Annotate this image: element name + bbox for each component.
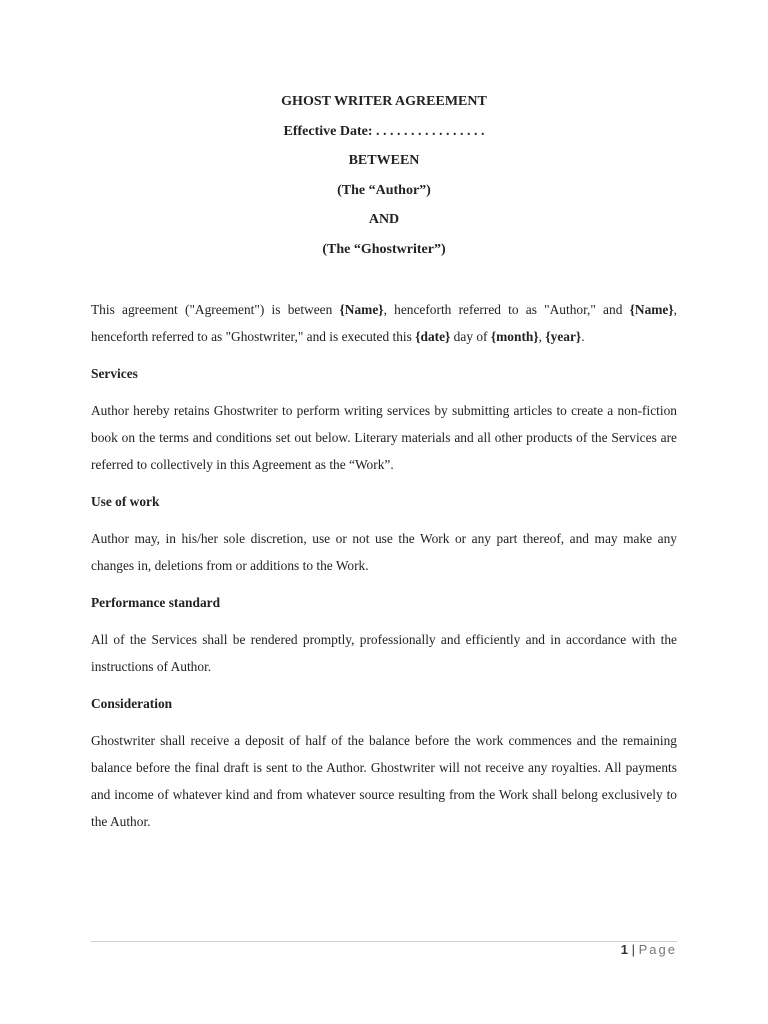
document-header xyxy=(0,90,768,268)
ghostwriter-name-placeholder: {Name} xyxy=(629,302,674,317)
document-body xyxy=(91,296,677,845)
use-of-work-text: Author may, in his/her sole discretion, use or not use the Work or any part thereof, and may make any changes in, deletions from or additions to the Work. xyxy=(91,531,677,573)
performance-heading: Performance standard xyxy=(91,595,221,610)
consideration-text: Ghostwriter shall receive a deposit of half of the balance before the work commences and the remaining balance before the final draft is sent to the Author. Ghostwriter will not receive any royalties. All payments and income of whatever kind and from whatever source resulting from the Work shall belong exclusively to the Author. xyxy=(91,733,677,829)
year-placeholder: {year} xyxy=(545,329,582,344)
intro-text-2: , henceforth referred to as "Author," and xyxy=(383,302,630,317)
intro-text-1: This agreement ("Agreement") is between xyxy=(91,302,340,317)
month-placeholder: {month} xyxy=(490,329,539,344)
intro-text-6: . xyxy=(581,329,585,344)
document-title: GHOST WRITER AGREEMENT xyxy=(281,94,487,109)
ghostwriter-label: (The “Ghostwriter”) xyxy=(322,241,446,257)
author-label: (The “Author”) xyxy=(337,182,431,198)
services-text: Author hereby retains Ghostwriter to perform writing services by submitting articles to create a non-fiction book on the terms and conditions set out below. Literary materials and all other products of the Services are referred to collectively in this Agreement as the “Work”. xyxy=(91,403,677,472)
footer-divider xyxy=(91,941,677,942)
between-label: BETWEEN xyxy=(348,153,420,169)
date-placeholder: {date} xyxy=(415,329,451,344)
intro-text-4: day of xyxy=(450,329,491,344)
consideration-heading: Consideration xyxy=(91,696,173,711)
use-of-work-heading: Use of work xyxy=(91,494,160,509)
page-number: 1 xyxy=(620,942,629,957)
services-heading: Services xyxy=(91,366,138,381)
intro-text-3: , henceforth referred to as "Ghostwriter," and is executed this xyxy=(91,302,678,344)
author-name-placeholder: {Name} xyxy=(339,302,384,317)
intro-paragraph xyxy=(91,296,677,350)
performance-text: All of the Services shall be rendered promptly, professionally and efficiently and in accordance with the instructions of Author. xyxy=(91,632,677,674)
intro-text-5: , xyxy=(538,329,546,344)
page-word: Page xyxy=(638,942,677,957)
page-footer xyxy=(621,942,677,957)
footer-separator: | xyxy=(628,942,639,957)
effective-date: Effective Date: . . . . . . . . . . . . . . . . xyxy=(283,123,485,139)
and-label: AND xyxy=(368,212,400,228)
